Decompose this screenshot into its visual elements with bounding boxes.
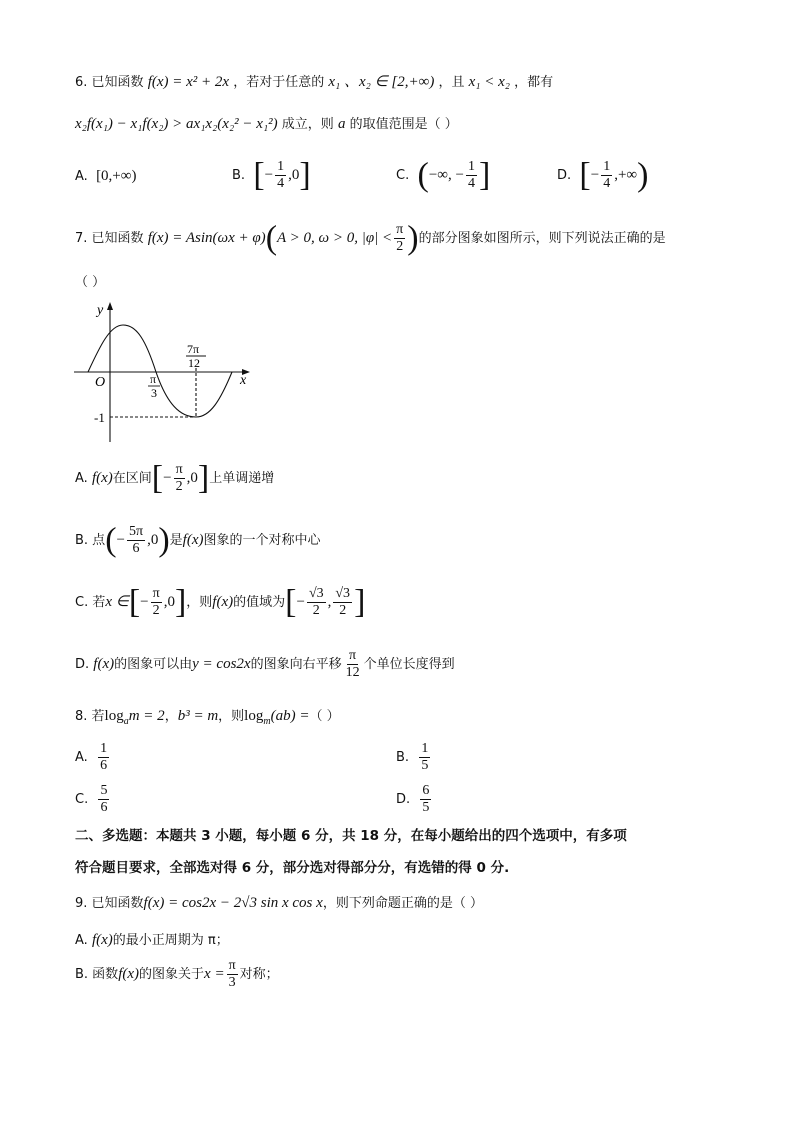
q7-option-d-fx: f(x) — [93, 656, 115, 672]
q6-line1 — [75, 72, 553, 93]
tick-7pi-12-num: 7π — [187, 342, 200, 356]
q7-option-d-den: 12 — [345, 665, 360, 680]
q7-paren: （ ） — [75, 275, 106, 290]
q8-then: ，则 — [218, 709, 245, 724]
q7-option-b-tail: 图象的一个对称中心 — [203, 533, 321, 548]
q6-option-c: C. (−∞, − $\frac{1}{4}$ ] — [396, 156, 491, 194]
q7-option-b-mid: 是 — [169, 533, 183, 548]
q7-option-b-den: 6 — [132, 541, 140, 556]
y-axis-arrow — [107, 302, 113, 310]
q8-paren: （ ） — [309, 709, 340, 724]
q6-intro: 6. 已知函数 — [75, 75, 144, 90]
q7-option-c-mid2: 的值域为 — [233, 595, 286, 610]
q8-log2-base: m — [263, 716, 271, 727]
q7-option-c-den3: 2 — [339, 603, 347, 618]
q9-option-b — [75, 954, 279, 995]
q8-option-d: D. $\frac{6}{5}$ — [396, 783, 430, 815]
q7-option-a: A. f(x)在区间[− $\frac{\pi}{2}$ ,0]上单调递增 — [75, 459, 275, 497]
q6-option-c-den: 4 — [467, 176, 475, 191]
q8-option-b-num: 1 — [421, 741, 429, 756]
q9-option-a — [75, 930, 229, 951]
q8-eq2: b³ = m — [177, 708, 219, 724]
q9-function: f(x) = cos2x − 2√3 sin x cos x — [143, 895, 323, 911]
q6-option-b-num: 1 — [277, 159, 285, 174]
q7-option-c-range-hi — [333, 586, 352, 619]
q8-option-c-den: 6 — [100, 800, 108, 815]
q9-option-a-fx: f(x) — [91, 932, 113, 948]
q6-option-c-num: 1 — [467, 159, 475, 174]
q7-option-d-label: D. — [75, 657, 94, 672]
tick-pi-3-den: 3 — [151, 386, 157, 400]
q7-option-d-fraction — [344, 648, 362, 681]
q9-option-b-fx: f(x) — [118, 966, 140, 982]
q7-function: f(x) = Asin(ωx + φ) — [147, 230, 266, 246]
q6-option-d-num: 1 — [603, 159, 611, 174]
q7-option-c-post: ,0 — [163, 594, 175, 610]
q8-log2-rest: (ab) = — [270, 708, 310, 724]
q7-option-a-label: A. — [75, 471, 92, 486]
q7-option-a-mid: 在区间 — [112, 471, 152, 486]
q7-cond-num: π — [396, 222, 404, 237]
q8-option-b-den: 5 — [421, 758, 429, 773]
section2-line2: 符合题目要求，全部选对得 6 分，部分选对得部分分，有选错的得 0 分. — [75, 860, 510, 876]
q7-option-a-fraction — [174, 462, 185, 495]
q6-option-b-post: ,0 — [288, 167, 300, 183]
q7-option-c-fraction — [151, 586, 162, 619]
q6-option-b-fraction — [275, 159, 286, 192]
q6-tail: 成立，则 — [281, 117, 334, 132]
q6-option-b-den: 4 — [277, 176, 285, 191]
q8-comma: ， — [164, 709, 178, 724]
q7-intro: 7. 已知函数 — [75, 231, 144, 246]
q9-option-a-label: A. — [75, 933, 92, 948]
q7-option-c-mid: ，则 — [186, 595, 213, 610]
q8-option-a: A. $\frac{1}{6}$ — [75, 741, 108, 773]
q7-option-d — [75, 642, 455, 687]
q6-option-d-den: 4 — [603, 176, 611, 191]
q6-option-d-post: ,+∞ — [614, 167, 638, 183]
q6-option-d-sign: − — [590, 167, 600, 183]
q7-cond-fraction — [394, 222, 405, 255]
q8-option-c: C. $\frac{5}{6}$ — [75, 783, 108, 815]
q7-option-a-post: ,0 — [186, 470, 198, 486]
q8-option-b: B. $\frac{1}{5}$ — [396, 741, 429, 773]
q7-sine-graph — [70, 296, 260, 446]
q7-cond-den: 2 — [396, 239, 404, 254]
q7-option-b-num: 5π — [128, 524, 144, 539]
q6-tail2: 的取值范围是（ ） — [349, 117, 458, 132]
q7-option-c: C. 若x ∈[− $\frac{\pi}{2}$ ,0]，则f(x)的值域为[− $\frac{√3}{2}$ , $\frac{√3}{2}$ ] — [75, 583, 366, 621]
q8-log1-base: a — [123, 716, 129, 727]
q6-condition: ，若对于任意的 — [233, 75, 325, 90]
q9-intro: 9. 已知函数 — [75, 896, 144, 911]
tick-7pi-12-den: 12 — [188, 356, 200, 370]
q6-line2 — [75, 114, 458, 135]
q6-option-b: B. [− $\frac{1}{4}$ ,0] — [232, 156, 311, 194]
q6-option-a: A. [0,+∞) — [75, 168, 137, 184]
q7-option-c-den2: 2 — [312, 603, 320, 618]
q7-option-a-fx: f(x) — [91, 470, 113, 486]
q7-option-c-num3: √3 — [335, 586, 351, 601]
q6-all: ，都有 — [514, 75, 554, 90]
q9-option-b-num: π — [228, 958, 236, 973]
q7-option-c-fx: f(x) — [212, 594, 234, 610]
q6-option-c-fraction — [466, 159, 477, 192]
q7-option-c-den: 2 — [152, 603, 160, 618]
q7-line1: 7. 已知函数 f(x) = Asin(ωx + φ)(A > 0, ω > 0, |φ| < $\frac{\pi}{2}$ )的部分图象如图所示，则下列说法正确的是 — [75, 219, 666, 257]
x-label: x — [240, 373, 247, 388]
origin-label: O — [95, 375, 106, 390]
q8-option-d-num: 6 — [422, 783, 430, 798]
q9-line1 — [75, 893, 483, 914]
q7-option-c-label: C. 若 — [75, 595, 106, 610]
q6-option-b-sign: − — [264, 167, 274, 183]
q8-log1: log — [104, 708, 124, 724]
q7-option-a-num: π — [175, 462, 183, 477]
neg1-label: -1 — [94, 410, 105, 425]
q9-option-b-tail: 对称； — [239, 967, 279, 982]
q7-option-b-fx: f(x) — [182, 532, 204, 548]
q8-option-a-num: 1 — [100, 741, 108, 756]
q6-option-d: D. [− $\frac{1}{4}$ ,+∞) — [557, 156, 649, 194]
tick-pi-3-num: π — [150, 372, 157, 386]
q8-option-d-den: 5 — [422, 800, 430, 815]
q7-option-a-tail: 上单调递增 — [209, 471, 275, 486]
q6-option-d-fraction — [601, 159, 612, 192]
q6-var-a: a — [337, 116, 346, 132]
q6-function: f(x) = x² + 2x — [147, 74, 230, 90]
q7-option-d-tail: 个单位长度得到 — [363, 657, 455, 672]
q7-option-c-range-lo — [307, 586, 326, 619]
q7-option-d-expr: y = cos2x — [192, 656, 251, 672]
q6-option-a-value: [0,+∞) — [96, 168, 137, 184]
q9-option-b-mid: 的图象关于 — [139, 967, 205, 982]
q7-condition: A > 0, ω > 0, |φ| < — [277, 230, 393, 246]
q6-and: ，且 — [438, 75, 465, 90]
q9-option-b-label: B. 函数 — [75, 967, 119, 982]
section2-line1: 二、多选题：本题共 3 小题，每小题 6 分，共 18 分，在每小题给出的四个选项中，有多项 — [75, 828, 627, 844]
q6-option-c-pre: −∞, − — [428, 167, 464, 183]
y-label: y — [97, 303, 104, 318]
q8-line1 — [75, 706, 340, 732]
q9-option-a-tail: 的最小正周期为 π； — [112, 933, 229, 948]
q6-inequality: x₂f(x₁) − x₁f(x₂) > ax₁x₂(x₂² − x₁²) — [75, 116, 278, 132]
q7-option-b: B. 点(− $\frac{5\pi}{6}$ ,0)是f(x)图象的一个对称中心 — [75, 521, 321, 559]
q7-option-b-label: B. 点 — [75, 533, 106, 548]
q7-option-d-num: π — [349, 648, 357, 663]
q9-option-b-den: 3 — [228, 975, 236, 990]
q8-option-c-num: 5 — [100, 783, 108, 798]
q8-log2: log — [244, 708, 264, 724]
q7-tail: 的部分图象如图所示，则下列说法正确的是 — [418, 231, 666, 246]
q7-option-c-num2: √3 — [308, 586, 324, 601]
q7-option-d-mid: 的图象可以由 — [114, 657, 193, 672]
q9-tail: ，则下列命题正确的是（ ） — [322, 896, 483, 911]
q7-option-b-fraction — [127, 524, 145, 557]
q6-order: x₁ < x₂ — [468, 74, 510, 90]
q7-option-c-x: x ∈ — [105, 594, 129, 610]
q8-option-a-den: 6 — [100, 758, 108, 773]
q7-option-b-post: ,0 — [147, 532, 159, 548]
q9-option-b-x: x = — [204, 966, 225, 982]
q7-option-c-num: π — [152, 586, 160, 601]
q8-intro: 8. 若 — [75, 709, 105, 724]
q7-option-d-mid2: 的图象向右平移 — [250, 657, 342, 672]
q8-log1-rest: m = 2 — [128, 708, 165, 724]
q6-variables: x₁ 、x₂ ∈ [2,+∞) — [328, 74, 435, 90]
q7-option-a-den: 2 — [175, 479, 183, 494]
